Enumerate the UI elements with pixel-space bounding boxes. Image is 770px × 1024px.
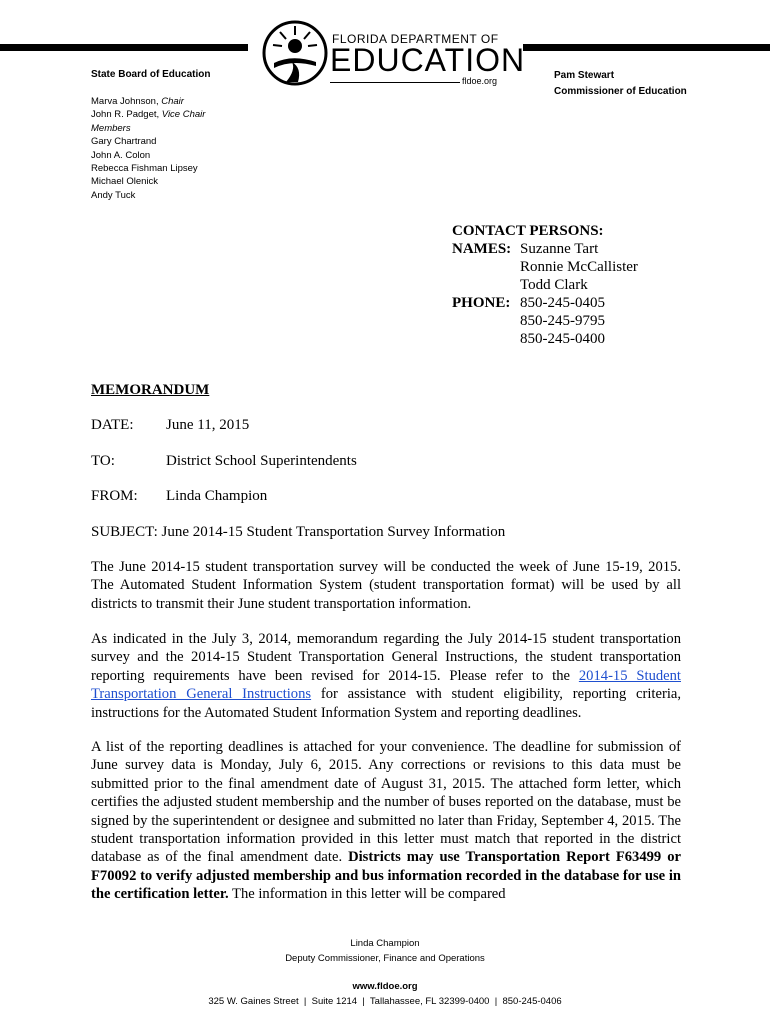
header-rule-left xyxy=(0,44,248,51)
board-member: Andy Tuck xyxy=(91,189,136,201)
logo-url: fldoe.org xyxy=(462,76,498,86)
board-member: John A. Colon xyxy=(91,149,151,161)
body-paragraph-2: As indicated in the July 3, 2014, memorandum regarding the July 2014-15 student transportation survey and the 2014-15 Student Transportation General Instructions, the student transportation reporting requirements have been revised for 2014-15. Please refer to the 2014-15 Student Transportation General Instructions for assistance with student eligibility, reporting criteria, instructions for the Automated Student Information System and reporting deadlines. xyxy=(91,631,681,721)
board-members-list xyxy=(91,95,241,202)
board-member: Marva Johnson, Chair xyxy=(91,96,184,107)
contact-phone: 850-245-0405 xyxy=(520,295,605,311)
contact-block xyxy=(452,222,638,348)
bold-notice: Districts may use Transportation Report F63499 or F70092 to verify adjusted membership and bus information recorded in the database for use in the certification letter. xyxy=(91,849,681,903)
contact-name: Todd Clark xyxy=(520,277,588,293)
memo-date-row xyxy=(91,417,249,434)
to-label: TO: xyxy=(91,453,115,469)
footer-title: Deputy Commissioner, Finance and Operations xyxy=(285,953,485,964)
general-instructions-link[interactable]: 2014-15 Student Transportation General Instructions xyxy=(91,667,681,703)
body-paragraph-1: The June 2014-15 student transportation survey will be conducted the week of June 15-19, 2015. The Automated Student Information System (student transportation format) will be used by all districts to transmit their June student transportation information. xyxy=(91,559,681,612)
logo-line2: EDUCATION xyxy=(330,42,526,78)
phone-label: PHONE: xyxy=(452,295,511,311)
footer-url[interactable]: www.fldoe.org xyxy=(352,981,418,992)
footer-address: 325 W. Gaines Street | Suite 1214 | Tallahassee, FL 32399-0400 | 850-245-0406 xyxy=(208,996,562,1007)
contact-heading: CONTACT PERSONS: xyxy=(452,223,604,239)
board-member: Gary Chartrand xyxy=(91,136,157,148)
memo-title: MEMORANDUM xyxy=(91,382,210,398)
board-member: John R. Padget, Vice Chair xyxy=(91,109,206,121)
fldoe-logo xyxy=(262,18,526,88)
contact-name: Ronnie McCallister xyxy=(520,259,638,275)
memo-to: District School Superintendents xyxy=(166,453,357,469)
contact-phone: 850-245-0400 xyxy=(520,331,605,347)
memo-to-row xyxy=(91,453,357,470)
board-member: Michael Olenick xyxy=(91,176,159,188)
memo-date: June 11, 2015 xyxy=(166,417,250,433)
contact-phone: 850-245-9795 xyxy=(520,313,605,329)
footer xyxy=(0,936,770,1009)
memo-from: Linda Champion xyxy=(166,488,268,504)
contact-name: Suzanne Tart xyxy=(520,241,599,257)
board-title: State Board of Education xyxy=(91,69,211,80)
memo-subject-row xyxy=(91,524,505,541)
logo-underline xyxy=(330,82,460,83)
body-paragraph-3: A list of the reporting deadlines is attached for your convenience. The deadline for submission of June survey data is Monday, July 6, 2015. Any corrections or revisions to this data must be submitted prior to the final amendment date of August 31, 2015. The attached form letter, which certifies the adjusted student membership and the number of buses reported on the database, must be signed by the superintendent or designee and submitted no later than Friday, September 4, 2015. The student transportation information provided in this letter must match that reported in the district database as of the final amendment date. Districts may use Transportation Report F63499 or F70092 to verify adjusted membership and bus information recorded in the database for use in the certification letter. The information in this letter will be compared xyxy=(91,739,681,903)
commissioner-name: Pam Stewart xyxy=(554,70,615,81)
footer-name: Linda Champion xyxy=(350,938,420,949)
from-label: FROM: xyxy=(91,488,138,504)
names-label: NAMES: xyxy=(452,241,512,257)
commissioner-block xyxy=(554,68,687,100)
board-member: Rebecca Fishman Lipsey xyxy=(91,163,198,175)
board-member: Members xyxy=(91,122,131,134)
subject-label: SUBJECT: xyxy=(91,524,158,540)
header-rule-right xyxy=(523,44,770,51)
date-label: DATE: xyxy=(91,417,134,433)
logo-line1: FLORIDA DEPARTMENT OF xyxy=(332,32,499,46)
memo-from-row xyxy=(91,488,267,505)
memo-subject: June 2014-15 Student Transportation Survey Information xyxy=(161,524,506,540)
seal-icon xyxy=(262,18,328,88)
commissioner-title: Commissioner of Education xyxy=(554,86,687,97)
